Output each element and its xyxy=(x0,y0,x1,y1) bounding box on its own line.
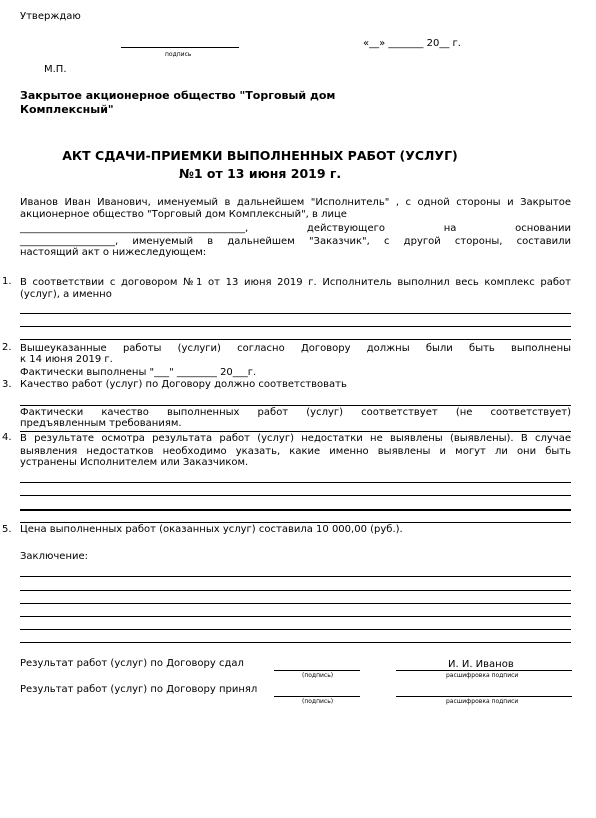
item-number: 1. xyxy=(2,276,12,287)
decode-line xyxy=(396,696,572,697)
item-text: (услуг), а именно xyxy=(20,289,112,300)
fill-line xyxy=(20,590,571,591)
signature-line xyxy=(274,670,360,671)
item-text: Фактически качество выполненных работ (услуг) соответствует (не соответствует) xyxy=(20,407,571,418)
company-name-line1: Закрытое акционерное общество "Торговый дом xyxy=(20,89,336,102)
fill-line xyxy=(20,642,571,643)
fill-line xyxy=(20,339,571,340)
fill-line xyxy=(20,495,571,496)
item-text: к 14 июня 2019 г. xyxy=(20,354,113,365)
signature-caption: (подпись) xyxy=(302,672,334,679)
decode-caption: расшифровка подписи xyxy=(446,698,519,705)
item-text: Качество работ (услуг) по Договору должно соответствовать xyxy=(20,379,347,390)
fill-line xyxy=(20,616,571,617)
company-name-line2: Комплексный" xyxy=(20,103,114,116)
item-text: В результате осмотра результата работ (услуг) недостатки не выявлены (выявлены). В случае xyxy=(20,433,571,444)
fill-line xyxy=(20,522,571,523)
signature-line xyxy=(274,696,360,697)
fill-line xyxy=(20,482,571,483)
approve-signature-caption: подпись xyxy=(165,51,192,58)
item-text: устранены Исполнителем или Заказчиком. xyxy=(20,457,249,468)
intro-line: ___________________, именуемый в дальнейшем "Заказчик", с другой стороны, составили xyxy=(20,236,571,247)
intro-line: акционерное общество "Торговый дом Комплексный", в лице xyxy=(20,209,347,220)
intro-line: Иванов Иван Иванович, именуемый в дальнейшем "Исполнитель" , с одной стороны и Закрытое xyxy=(20,197,571,208)
document-title: АКТ СДАЧИ-ПРИЕМКИ ВЫПОЛНЕННЫХ РАБОТ (УСЛУГ) xyxy=(62,148,458,163)
stamp-label: М.П. xyxy=(44,64,67,75)
fill-line xyxy=(20,326,571,327)
item-text: В соответствии с договором №1 от 13 июня 2019 г. Исполнитель выполнил весь комплекс работ xyxy=(20,277,571,288)
intro-line: настоящий акт о нижеследующем: xyxy=(20,247,207,258)
decode-caption: расшифровка подписи xyxy=(446,672,519,679)
item-text: выявления недостатков необходимо указать, какие именно выявлены и могут ли они быть xyxy=(20,446,571,457)
intro-line: _____________________________________________, действующего на основании xyxy=(20,223,571,234)
fill-line xyxy=(20,603,571,604)
handed-name: И. И. Иванов xyxy=(448,659,514,670)
approve-signature-line xyxy=(121,47,239,48)
document-subtitle: №1 от 13 июня 2019 г. xyxy=(178,166,342,181)
item-number: 2. xyxy=(2,342,12,353)
fill-line xyxy=(20,576,571,577)
item-text: Фактически выполнены "___" ________ 20___г. xyxy=(20,367,257,378)
item-text: Цена выполненных работ (оказанных услуг) составила 10 000,00 (руб.). xyxy=(20,524,403,535)
handed-label: Результат работ (услуг) по Договору сдал xyxy=(20,658,244,669)
fill-line xyxy=(20,313,571,314)
item-number: 3. xyxy=(2,379,12,390)
approve-label: Утверждаю xyxy=(20,11,81,22)
item-text: предъявленным требованиям. xyxy=(20,418,182,429)
fill-line xyxy=(20,509,571,511)
item-text: Вышеуказанные работы (услуги) согласно Договору должны были быть выполнены xyxy=(20,343,571,354)
signature-caption: (подпись) xyxy=(302,698,334,705)
fill-line xyxy=(20,629,571,630)
item-number: 5. xyxy=(2,524,12,535)
item-number: 4. xyxy=(2,432,12,443)
conclusion-label: Заключение: xyxy=(20,551,89,562)
accepted-label: Результат работ (услуг) по Договору принял xyxy=(20,684,258,695)
decode-line xyxy=(396,670,572,671)
approve-date: «__» _______ 20__ г. xyxy=(363,38,461,49)
